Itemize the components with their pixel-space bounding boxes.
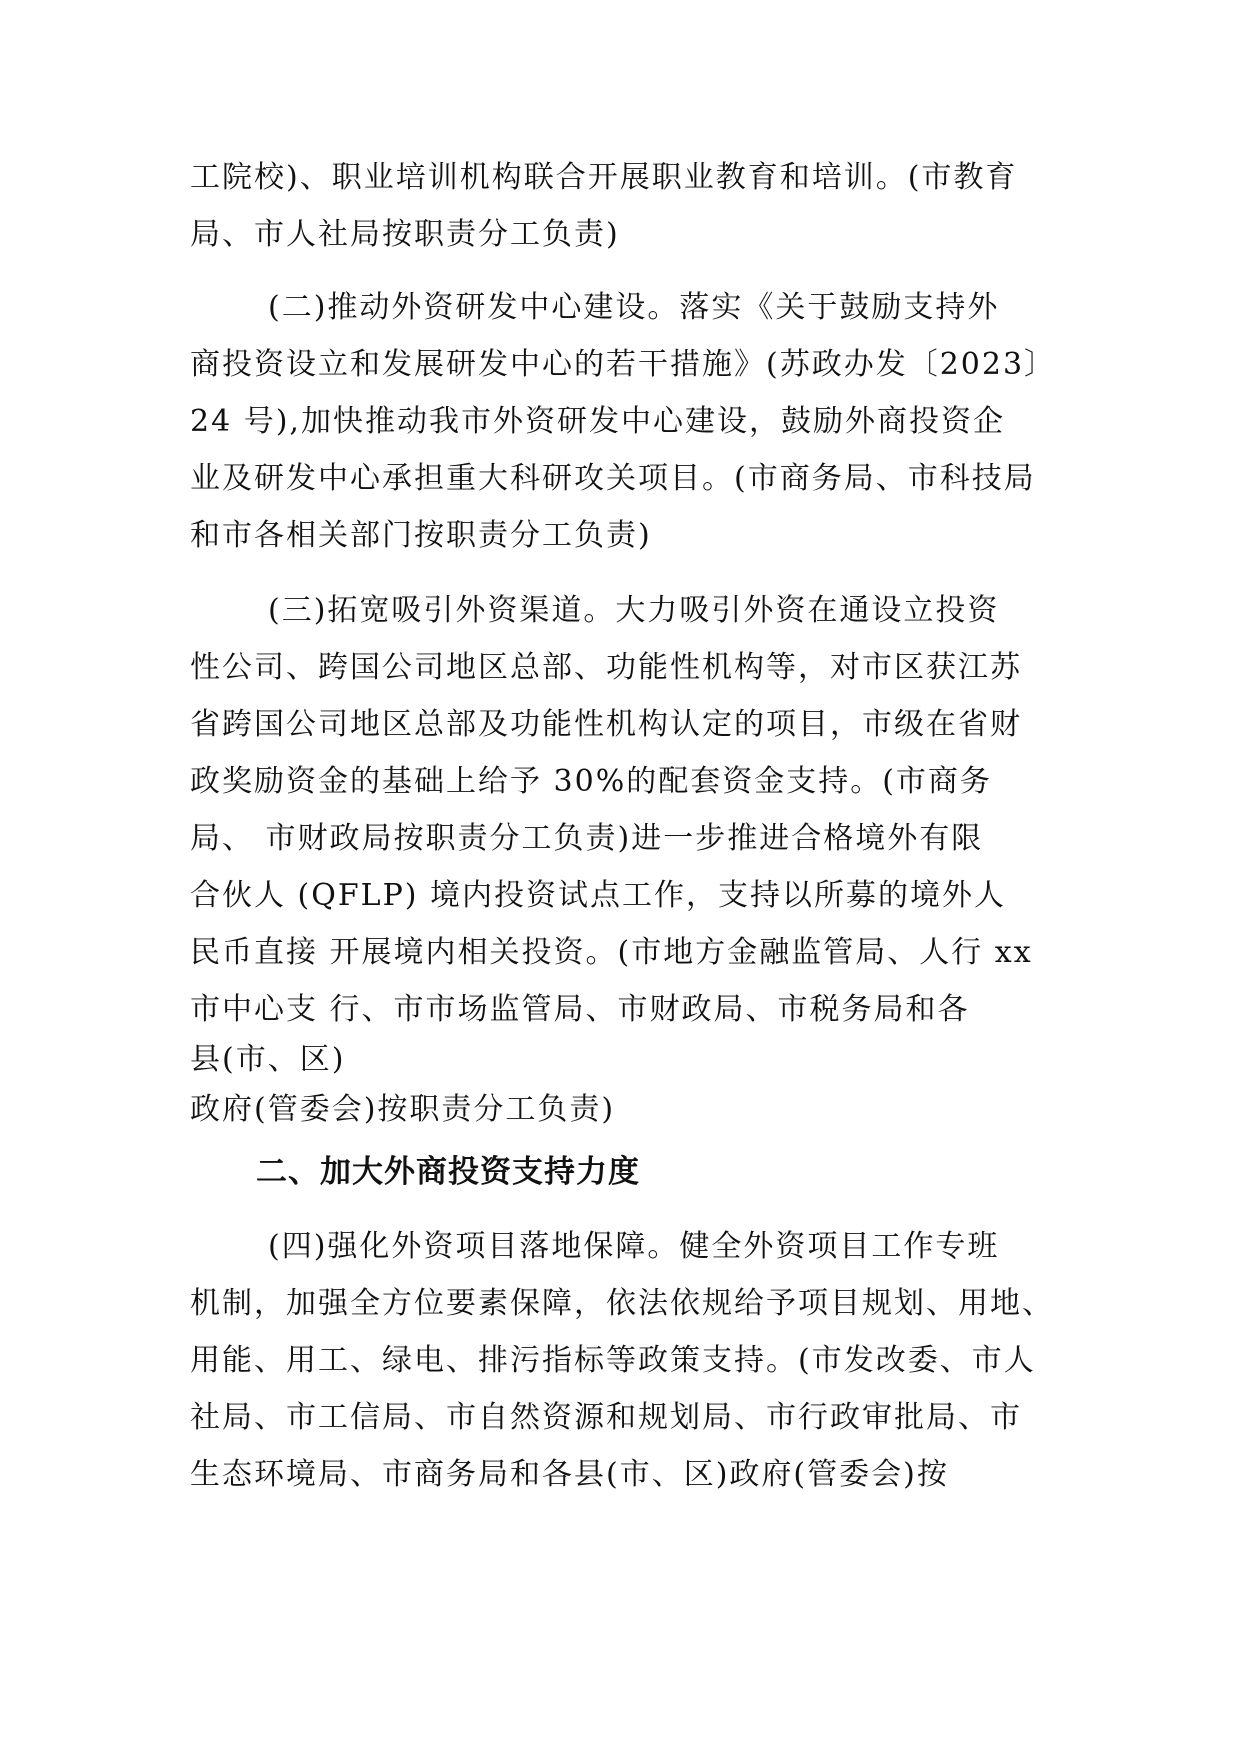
body-text-line: 政奖励资金的基础上给予 30%的配套资金支持。(市商务 (190, 764, 992, 799)
body-text-line: 和市各相关部门按职责分工负责) (190, 518, 652, 553)
body-text-line: 生态环境局、市商务局和各县(市、区)政府(管委会)按 (190, 1457, 949, 1492)
body-text-line: 性公司、跨国公司地区总部、功能性机构等，对市区获江苏 (190, 650, 1022, 685)
body-text-line: 商投资设立和发展研发中心的若干措施》(苏政办发〔2023〕 (190, 347, 1057, 382)
paragraph-3-first-line: (三)拓宽吸引外资渠道。大力吸引外资在通设立投资 (268, 593, 1000, 628)
body-text-line: 局、市人社局按职责分工负责) (190, 217, 620, 252)
body-text-line: 24 号),加快推动我市外资研发中心建设，鼓励外商投资企 (190, 404, 1005, 439)
body-text-line: 县(市、区) (190, 1042, 346, 1077)
body-text-line: 局、 市财政局按职责分工负责)进一步推进合格境外有限 (190, 821, 984, 856)
body-text-line: 政府(管委会)按职责分工负责) (190, 1092, 616, 1127)
body-text-line: 市中心支 行、市市场监管局、市财政局、市税务局和各 (190, 992, 970, 1027)
body-text-line: 社局、市工信局、市自然资源和规划局、市行政审批局、市 (190, 1400, 1022, 1435)
body-text-line: 民币直接 开展境内相关投资。(市地方金融监管局、人行 xx (190, 935, 1033, 970)
body-text-line: 省跨国公司地区总部及功能性机构认定的项目，市级在省财 (190, 707, 1022, 742)
body-text-line: 工院校)、职业培训机构联合开展职业教育和培训。(市教育 (190, 160, 1018, 195)
section-heading: 二、加大外商投资支持力度 (256, 1154, 640, 1190)
body-text-line: 业及研发中心承担重大科研攻关项目。(市商务局、市科技局 (190, 461, 1036, 496)
body-text-line: 合伙人 (QFLP) 境内投资试点工作，支持以所募的境外人 (190, 878, 1006, 913)
paragraph-4-first-line: (四)强化外资项目落地保障。健全外资项目工作专班 (268, 1229, 1000, 1264)
body-text-line: 机制，加强全方位要素保障，依法依规给予项目规划、用地、 (190, 1286, 1054, 1321)
body-text-line: 用能、用工、绿电、排污指标等政策支持。(市发改委、市人 (190, 1343, 1036, 1378)
paragraph-2-first-line: (二)推动外资研发中心建设。落实《关于鼓励支持外 (268, 290, 1000, 325)
